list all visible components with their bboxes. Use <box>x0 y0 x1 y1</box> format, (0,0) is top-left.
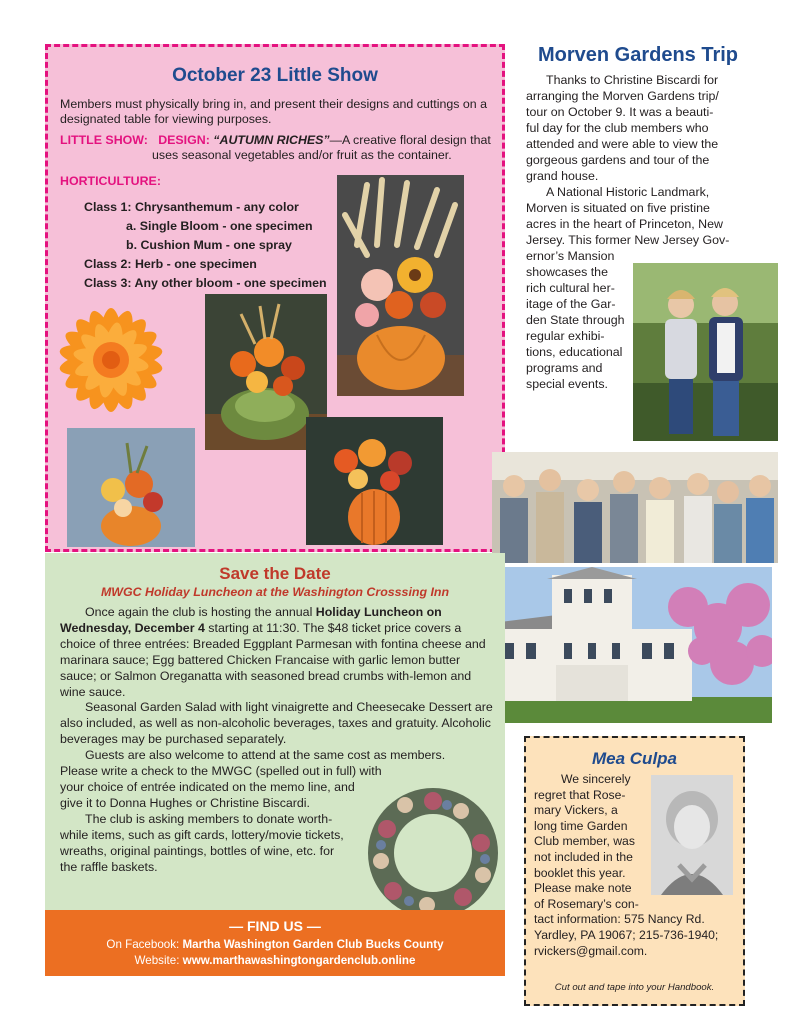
design-name: “AUTUMN RICHES” <box>213 133 330 147</box>
website-line <box>45 954 505 967</box>
p3-line: Please write a check to the MWGC (spelled out in full) with <box>60 764 382 779</box>
morven-line: acres in the heart of Princeton, New <box>526 217 723 231</box>
mea-culpa-box <box>524 736 745 1006</box>
morven-line: attended and were able to view the <box>526 137 719 151</box>
p4-line: the raffle baskets. <box>60 859 158 874</box>
morven-line: rich cultural her- <box>526 281 615 295</box>
class-2: Class 2: Herb - one specimen <box>84 257 257 271</box>
group-photo <box>492 452 778 563</box>
mea-culpa-footer: Cut out and tape into your Handbook. <box>554 982 715 993</box>
design-label: DESIGN: <box>158 133 210 147</box>
mea-culpa-line: We sincerely <box>561 772 631 786</box>
morven-line: Morven is situated on five pristine <box>526 201 710 215</box>
save-the-date-subtitle: MWGC Holiday Luncheon at the Washington Crosssing Inn <box>100 585 450 599</box>
horticulture-label: HORTICULTURE: <box>60 174 161 188</box>
mea-culpa-line: long time Garden <box>534 818 628 833</box>
little-show-title: October 23 Little Show <box>172 65 378 86</box>
class-1b: b. Cushion Mum - one spray <box>126 238 292 252</box>
morven-line: special events. <box>526 377 608 391</box>
mea-culpa-line: booklet this year. <box>534 865 626 880</box>
mea-culpa-line: Please make note <box>534 881 632 896</box>
morven-line: showcases the <box>526 265 608 279</box>
mea-culpa-line: not included in the <box>534 849 633 864</box>
morven-line: itage of the Gar- <box>526 297 616 311</box>
find-us-banner <box>45 910 505 976</box>
morven-line: arranging the Morven Gardens trip/ <box>526 89 719 103</box>
morven-line: gorgeous gardens and tour of the <box>526 153 710 167</box>
two-members-photo <box>633 263 778 441</box>
morven-line: grand house. <box>526 169 599 183</box>
p3-line: give it to Donna Hughes or Christine Biscardi. <box>60 795 310 810</box>
little-show-panel <box>45 44 505 552</box>
p4-line: while items, such as gift cards, lottery/movie tickets, <box>60 827 344 842</box>
wreath-image <box>363 783 503 923</box>
mea-culpa-title: Mea Culpa <box>591 749 678 768</box>
mea-culpa-text <box>534 772 719 959</box>
p4-line: wreaths, original paintings, bottles of wine, etc. for <box>60 843 335 858</box>
morven-line: den State through <box>526 313 625 327</box>
mea-culpa-line: Club member, was <box>534 834 635 849</box>
p3-line: Guests are also welcome to attend at the same cost as members. <box>85 748 446 763</box>
class-1a: a. Single Bloom - one specimen <box>126 219 313 233</box>
morven-line: tions, educational <box>526 345 623 359</box>
morven-line: Thanks to Christine Biscardi for <box>546 73 719 87</box>
morven-line: ernor’s Mansion <box>526 249 615 263</box>
website-link[interactable]: www.marthawashingtongardenclub.online <box>182 954 416 967</box>
p1-start: Once again the club is hosting the annual <box>85 605 316 619</box>
mea-culpa-line: rvickers@gmail.com. <box>534 943 648 958</box>
p1-bold: Holiday Luncheon on Wednesday, December 4 <box>60 605 442 635</box>
little-show-label: LITTLE SHOW: <box>60 133 148 147</box>
class-1: Class 1: Chrysanthemum - any color <box>84 200 299 214</box>
morven-line: ful day for the club members who <box>526 121 709 135</box>
little-show-design <box>60 133 496 163</box>
small-pumpkin-arrangement-photo <box>67 428 195 547</box>
design-desc-1: —A creative floral design that <box>329 133 491 147</box>
design-desc-2: uses seasonal vegetables and/or fruit as the container. <box>152 148 452 162</box>
chrysanthemum-image <box>36 285 186 435</box>
little-show-intro: Members must physically bring in, and present their designs and cuttings on a designated table for viewing purposes. <box>60 97 488 126</box>
save-the-date-title: Save the Date <box>219 564 331 583</box>
morven-line: A National Historic Landmark, <box>546 185 710 199</box>
mea-culpa-line: mary Vickers, a <box>534 803 618 818</box>
facebook-line <box>45 938 505 951</box>
save-the-date-panel <box>45 553 505 910</box>
find-us-title: — FIND US — <box>229 918 321 934</box>
mea-culpa-line: of Rosemary’s con- <box>534 896 639 911</box>
p4-line: The club is asking members to donate worth- <box>85 811 333 826</box>
p3-line: your choice of entrée indicated on the memo line, and <box>60 779 355 794</box>
morven-line: Jersey. This former New Jersey Gov- <box>526 233 730 247</box>
facebook-link[interactable]: Martha Washington Garden Club Bucks County <box>182 938 444 951</box>
morven-line: programs and <box>526 361 603 375</box>
class-3: Class 3: Any other bloom - one specimen <box>84 276 327 290</box>
rosemary-portrait <box>651 775 733 895</box>
mea-culpa-line: regret that Rose- <box>534 787 626 802</box>
squash-arrangement-photo <box>306 417 443 545</box>
p2: Seasonal Garden Salad with light vinaigrette and Cheesecake Dessert are also included, as well as non-alcoholic beverages, taxes and gratuity. Alcoholic beverages may be purchased separately. <box>60 700 493 747</box>
morven-line: regular exhibi- <box>526 329 605 343</box>
morven-title: Morven Gardens Trip <box>537 44 739 66</box>
pumpkin-arrangement-photo <box>337 175 464 396</box>
p1-end: starting at 11:30. The $48 ticket price covers a choice of three entrées: Breaded Eggplant Parmesan with fontina cheese and marinara sauce; Egg battered Chicken Francaise with garlic lemon butter sauce; or Salmon Oreganatta with seasoned bread crumbs with-lemon and wine sauce. <box>60 620 486 699</box>
mea-culpa-line: Yardley, PA 19067; 215-736-1940; <box>534 927 719 942</box>
morven-mansion-photo <box>492 567 772 723</box>
morven-line: tour on October 9. It was a beauti- <box>526 105 714 119</box>
mea-culpa-line: tact information: 575 Nancy Rd. <box>534 912 705 927</box>
website-label: Website: <box>134 954 183 967</box>
facebook-label: On Facebook: <box>106 938 183 951</box>
